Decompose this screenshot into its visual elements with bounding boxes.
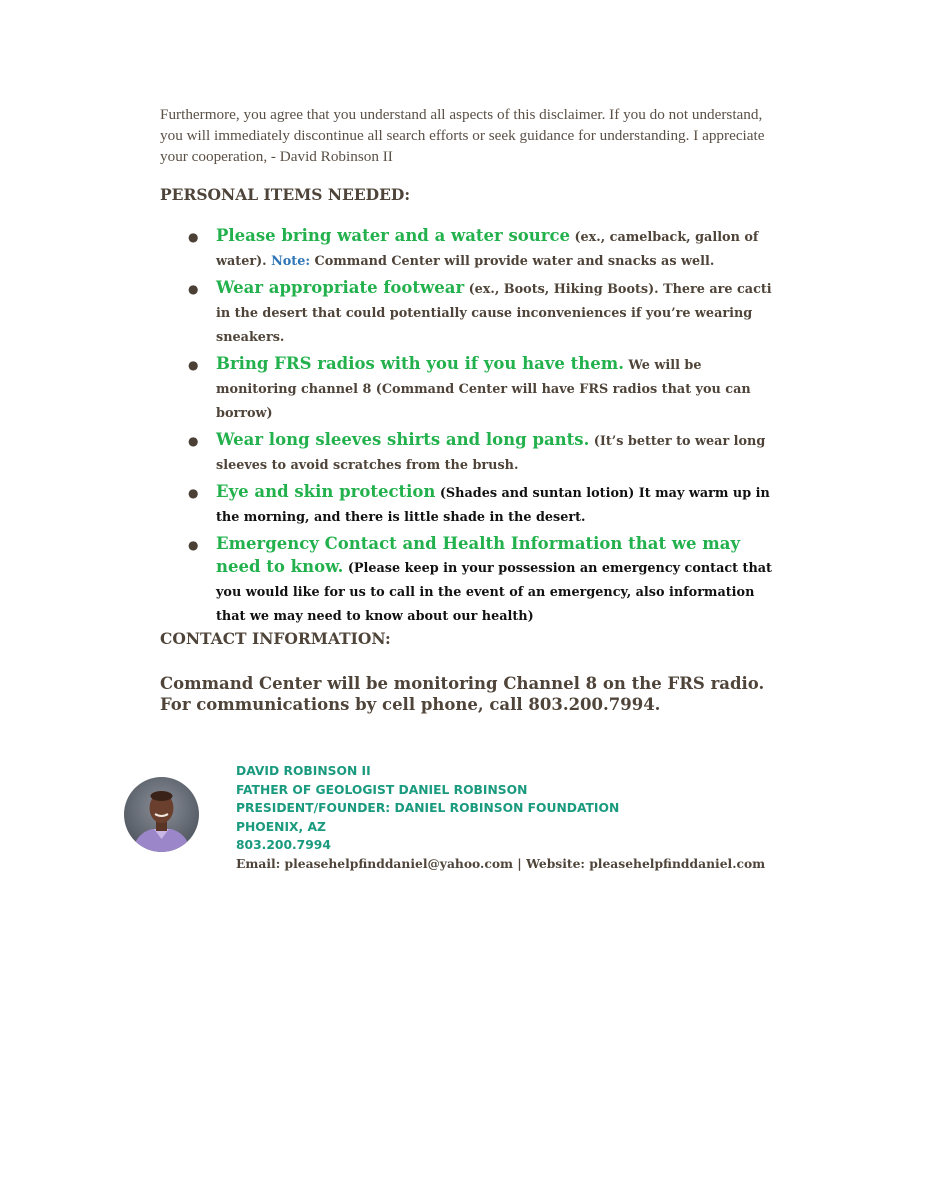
item-detail: (Please keep in your possession an emergency contact that you would like for us to call in the event of an emergency, also information that we may need to know about our health) xyxy=(216,561,772,624)
bullet-icon: ● xyxy=(188,434,199,448)
list-item xyxy=(186,276,776,349)
bullet-icon: ● xyxy=(188,230,199,244)
item-lead: Emergency Contact and Health Information that we may need to know. xyxy=(216,534,741,576)
item-note: Command Center will provide water and snacks as well. xyxy=(310,254,715,269)
portrait-image xyxy=(124,777,199,852)
contact-info xyxy=(160,673,764,715)
note-label: Note: xyxy=(271,254,311,269)
item-lead: Wear long sleeves shirts and long pants. xyxy=(216,430,590,449)
item-lead: Bring FRS radios with you if you have them. xyxy=(216,354,624,373)
signature-phone: 803.200.7994 xyxy=(236,838,331,852)
item-lead: Please bring water and a water source xyxy=(216,226,571,245)
bullet-icon: ● xyxy=(188,538,199,552)
personal-items-list xyxy=(186,224,776,631)
list-item xyxy=(186,224,776,273)
item-lead: Wear appropriate footwear xyxy=(216,278,465,297)
list-item xyxy=(186,428,776,477)
item-detail: (Shades and suntan lotion) It may warm up in the morning, and there is little shade in the desert. xyxy=(216,486,770,525)
item-detail: (It’s better to wear long sleeves to avoid scratches from the brush. xyxy=(216,434,766,473)
item-detail: (ex., camelback, gallon of water). xyxy=(216,230,759,269)
signature-name: DAVID ROBINSON II xyxy=(236,764,371,778)
personal-items-heading: PERSONAL ITEMS NEEDED: xyxy=(160,185,411,204)
list-item xyxy=(186,480,776,529)
contact-line-phone: For communications by cell phone, call 803.200.7994. xyxy=(160,695,661,714)
list-item xyxy=(186,532,776,628)
item-detail: (ex., Boots, Hiking Boots). There are cacti in the desert that could potentially cause inconveniences if you’re wearing sneakers. xyxy=(216,282,772,345)
signature-email-website: Email: pleasehelpfinddaniel@yahoo.com | Website: pleasehelpfinddaniel.com xyxy=(236,855,766,871)
bullet-icon: ● xyxy=(188,282,199,296)
bullet-icon: ● xyxy=(188,358,199,372)
contact-line-radio: Command Center will be monitoring Channel 8 on the FRS radio. xyxy=(160,674,765,693)
item-detail: We will be monitoring channel 8 (Command Center will have FRS radios that you can borrow) xyxy=(216,358,751,421)
signature-location: PHOENIX, AZ xyxy=(236,819,326,834)
intro-paragraph: Furthermore, you agree that you understand all aspects of this disclaimer. If you do not understand, you will immediately discontinue all search efforts or seek guidance for understanding. I appreciate your cooperation, - David Robinson II xyxy=(160,106,765,165)
signature-block xyxy=(236,762,765,873)
bullet-icon: ● xyxy=(188,486,199,500)
list-item xyxy=(186,352,776,425)
signature-title-president: PRESIDENT/FOUNDER: DANIEL ROBINSON FOUNDATION xyxy=(236,801,620,815)
avatar xyxy=(124,777,199,852)
contact-heading: CONTACT INFORMATION: xyxy=(160,629,391,648)
signature-title-father: FATHER OF GEOLOGIST DANIEL ROBINSON xyxy=(236,782,528,797)
item-lead: Eye and skin protection xyxy=(216,482,436,501)
